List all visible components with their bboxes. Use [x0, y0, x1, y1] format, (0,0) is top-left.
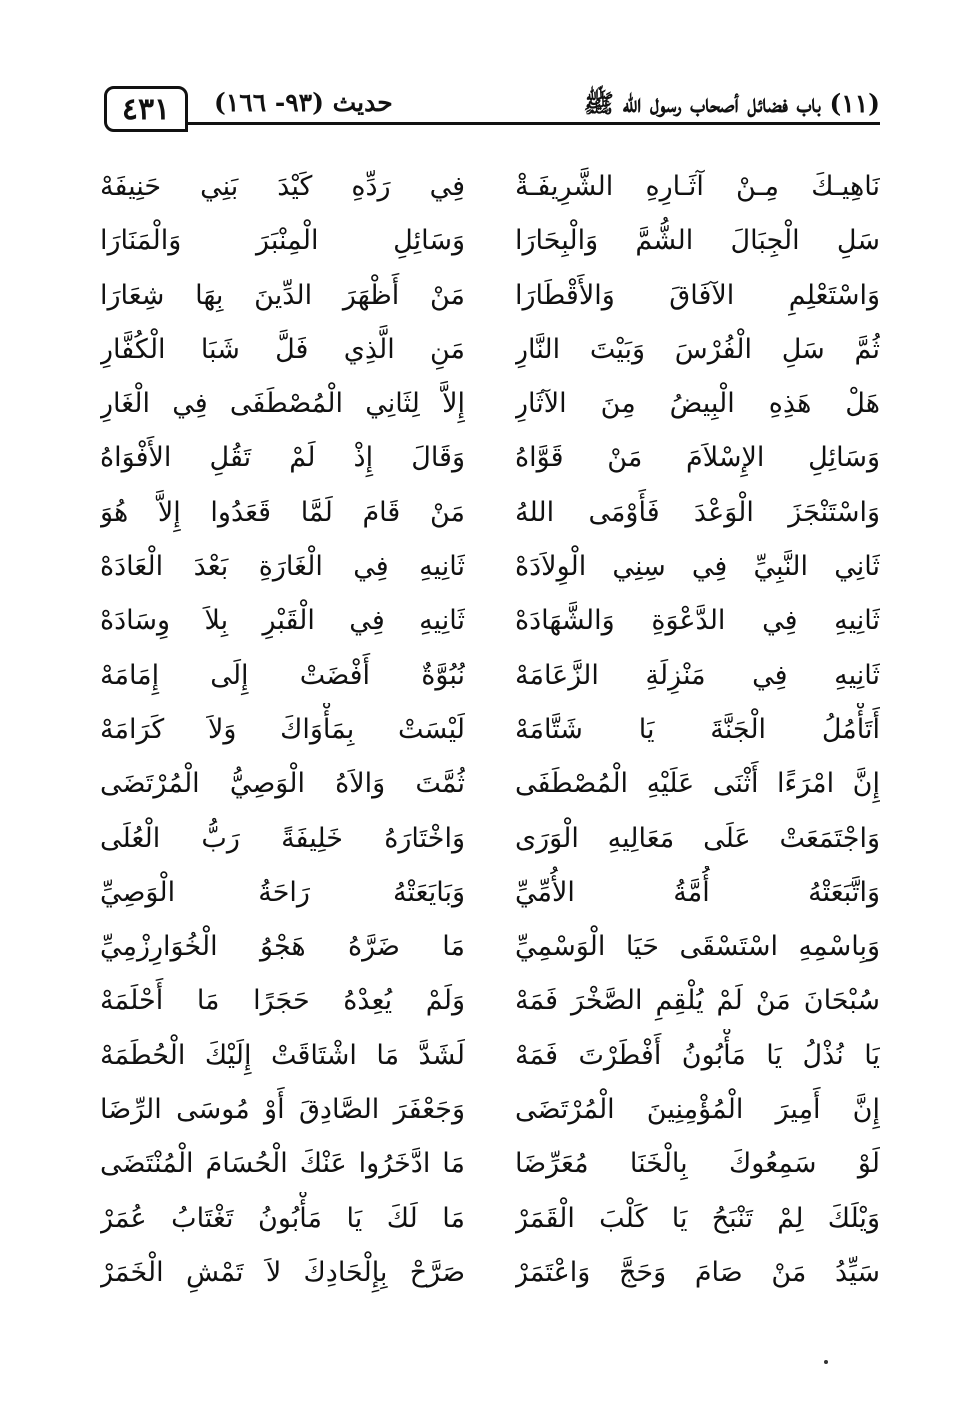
verse-hemistich-right: وَسَائِلِ الإِسْلاَمَ مَنْ قَوَّاهُ	[515, 442, 880, 474]
poem-column-right	[515, 160, 880, 1300]
verse-hemistich-right: وَاجْتَمَعَتْ عَلَى مَعَالِيهِ الْوَرَى	[515, 822, 880, 854]
poem-body	[100, 160, 880, 1300]
verse-hemistich-right: وَيْلَكَ لِمْ تَنْبَحُ يَا كَلْبَ الْقَمَرْ	[515, 1202, 880, 1234]
verse-hemistich-left: ثَانِيهِ فِي الْغَارَةِ بَعْدَ الْعَادَهْ	[100, 551, 465, 583]
hadith-range-label: حديث (٩٣- ١٦٦)	[214, 88, 393, 117]
verse-hemistich-right: إِنَّ أَمِيرَ الْمُؤْمِنِينَ الْمُرْتَضَى	[515, 1094, 880, 1126]
verse-hemistich-right: ثَانِيهِ فِي مَنْزِلَةِ الزَّعَامَهْ	[515, 659, 880, 691]
verse-hemistich-right: وَاسْتَنْجَزَ الْوَعْدَ فَأَوْمَى اللهُ	[515, 496, 880, 528]
verse-hemistich-right: هَلْ هَذِهِ الْبِيضُ مِنَ الآثَارِ	[515, 388, 880, 420]
verse-hemistich-right: إِنَّ امْرَءًا أَثْنَى عَلَيْهِ الْمُصْطَفَى	[515, 768, 880, 800]
verse-hemistich-right: ثَانِيهِ فِي الدَّعْوَةِ وَالشَّهَادَهْ	[515, 605, 880, 637]
page-number: ٤٣١	[121, 91, 171, 127]
verse-hemistich-left: ثَانِيهِ فِي الْقَبْرِ بِلاَ وِسَادَهْ	[100, 605, 465, 637]
verse-hemistich-left: ثُمَّتَ وَالاَهُ الْوَصِيُّ الْمُرْتَضَى	[100, 768, 465, 800]
verse-hemistich-right: ثَانِي النَّبِيِّ فِي سِنِي الْوِلاَدَهْ	[515, 551, 880, 583]
page-speck	[824, 1360, 828, 1364]
verse-hemistich-left: مَنْ قَامَ لَمَّا قَعَدُوا إِلاَّ هُوَ	[100, 496, 465, 528]
verse-hemistich-left: لَيْسَتْ بِمَأْوَاكَ وَلاَ كَرَامَهْ	[100, 713, 465, 745]
verse-hemistich-left: إِلاَّ لِثَانِي الْمُصْطَفَى فِي الْغَارِ	[100, 388, 465, 420]
verse-hemistich-left: وَاخْتَارَهُ خَلِيفَةً رَبُّ الْعُلَى	[100, 822, 465, 854]
verse-hemistich-right: سَيِّدُ مَنْ صَامَ وَحَجَّ وَاعْتَمَرْ	[515, 1256, 880, 1288]
verse-hemistich-left: مَنِ الَّذِي فَلَّ شَبَا الْكُفَّارِ	[100, 333, 465, 365]
verse-hemistich-left: لَشَدَّ مَا اشْتَاقَتْ إِلَيْكَ الْحُطَمَهْ	[100, 1039, 465, 1071]
verse-hemistich-left: وَجَعْفَرَ الصَّادِقَ أَوْ مُوسَى الرِّضَا	[100, 1094, 465, 1126]
verse-hemistich-right: نَاهِيـكَ مِـنْ آثَـارِهِ الشَّرِيفَـةْ	[515, 171, 880, 202]
verse-hemistich-right: ثُمَّ سَلِ الْفُرْسَ وَبَيْتَ النَّارِ	[515, 333, 880, 365]
verse-hemistich-left: مَا ضَرَّهُ هَجْوُ الْخُوَارِزْمِيِّ	[100, 931, 465, 963]
verse-hemistich-left: وَلَمْ يُعِدْهُ حَجَرًا مَا أَحْلَمَهْ	[100, 985, 465, 1017]
verse-hemistich-right: وَاسْتَعْلِمِ الآفَاقَ وَالأَقْطَارَا	[515, 279, 880, 311]
verse-hemistich-left: مَنْ أَظْهَرَ الدِّينَ بِهَا شِعَارَا	[100, 279, 465, 311]
chapter-title: (١١) باب فضائل أصحاب رسول الله ﷺ	[583, 89, 880, 118]
verse-hemistich-left: صَرَّحْ بِإِلْحَادِكَ لاَ تَمْشِ الْخَمَرْ	[100, 1256, 465, 1288]
page-header	[104, 86, 880, 140]
verse-hemistich-right: يَا نُذْلُ يَا مَأْبُونُ أَفْطَرْتَ فَمَهْ	[515, 1039, 880, 1071]
verse-hemistich-left: وَبَايَعَتْهُ رَاحَةُ الْوَصِيِّ	[100, 876, 465, 908]
verse-hemistich-left: وَسَائِلِ الْمِنْبَرَ وَالْمَنَارَا	[100, 225, 465, 257]
verse-hemistich-left: مَا ادَّخَرُوا عَنْكَ الْحُسَامَ الْمُنْتَضَى	[100, 1148, 465, 1180]
poem-column-left	[100, 160, 465, 1300]
verse-hemistich-left: وَقَالَ إِذْ لَمْ تَقُلِ الأَفْوَاهُ	[100, 442, 465, 474]
verse-hemistich-left: مَا لَكَ يَا مَأْبُونُ تَغْتَابُ عُمَرْ	[100, 1202, 465, 1234]
verse-hemistich-left: فِي رَدِّهِ كَيْدَ بَنِي حَنِيفَهْ	[100, 171, 465, 202]
verse-hemistich-right: سَلِ الْجِبَالَ الشُّمَّ وَالْبِحَارَا	[515, 225, 880, 257]
verse-hemistich-right: أَتَأْمُلُ الْجَنَّةَ يَا شَتَّامَهْ	[515, 713, 880, 745]
page-number-box	[104, 86, 188, 132]
verse-hemistich-right: سُبْحَانَ مَنْ لَمْ يُلْقِمِ الصَّخْرَ فَمَهْ	[515, 985, 880, 1017]
verse-hemistich-left: نُبُوَّةٌ أَفْضَتْ إِلَى إِمَامَهْ	[100, 659, 465, 691]
verse-hemistich-right: وَاتَّبَعَتْهُ أُمَّةُ الأُمِّيِّ	[515, 876, 880, 908]
verse-hemistich-right: وَبِاسْمِهِ اسْتَسْقَى حَيَا الْوَسْمِيِّ	[515, 931, 880, 963]
verse-hemistich-right: لَوْ سَمِعُوكَ بِالْخَنَا مُعَرِّضَا	[515, 1148, 880, 1180]
